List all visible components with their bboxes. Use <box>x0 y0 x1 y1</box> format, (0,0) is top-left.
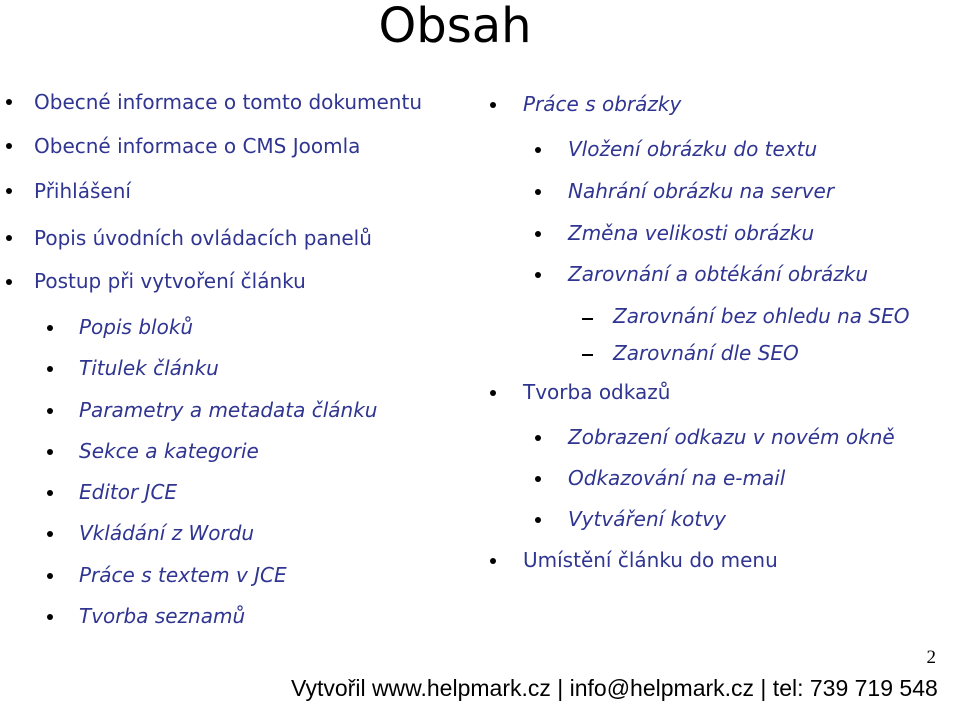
toc-subsubitem[interactable]: Zarovnání bez ohledu na SEO <box>613 304 910 328</box>
bullet-icon <box>6 188 12 194</box>
bullet-icon <box>6 279 12 285</box>
bullet-icon <box>490 102 496 108</box>
bullet-icon <box>47 408 53 414</box>
toc-item[interactable]: Postup při vytvoření článku <box>34 269 306 293</box>
bullet-icon <box>47 325 53 331</box>
dash-icon <box>582 318 593 320</box>
bullet-icon <box>535 272 541 278</box>
bullet-icon <box>47 449 53 455</box>
bullet-icon <box>47 490 53 496</box>
bullet-icon <box>535 147 541 153</box>
bullet-icon <box>535 517 541 523</box>
toc-subitem[interactable]: Vložení obrázku do textu <box>568 137 818 161</box>
page-title: Obsah <box>378 0 532 54</box>
toc-item[interactable]: Obecné informace o CMS Joomla <box>34 134 361 158</box>
page-number: 2 <box>926 647 936 668</box>
bullet-icon <box>6 143 12 149</box>
bullet-icon <box>6 99 12 105</box>
toc-subitem[interactable]: Odkazování na e-mail <box>568 466 786 490</box>
bullet-icon <box>47 366 53 372</box>
toc-subitem[interactable]: Popis bloků <box>79 315 194 339</box>
toc-subsubitem[interactable]: Zarovnání dle SEO <box>613 341 799 365</box>
toc-subitem[interactable]: Nahrání obrázku na server <box>568 179 835 203</box>
footer-contact: Vytvořil www.helpmark.cz | info@helpmark.cz | tel: 739 719 548 <box>291 675 938 701</box>
toc-item[interactable]: Popis úvodních ovládacích panelů <box>34 226 372 250</box>
toc-item[interactable]: Přihlášení <box>34 179 131 203</box>
bullet-icon <box>535 189 541 195</box>
bullet-icon <box>6 235 12 241</box>
toc-subitem[interactable]: Práce s textem v JCE <box>79 563 287 587</box>
toc-item[interactable]: Tvorba odkazů <box>523 380 671 404</box>
toc-subitem[interactable]: Tvorba seznamů <box>79 604 246 628</box>
bullet-icon <box>535 231 541 237</box>
toc-subitem[interactable]: Zarovnání a obtékání obrázku <box>568 262 869 286</box>
bullet-icon <box>490 558 496 564</box>
toc-subitem[interactable]: Parametry a metadata článku <box>79 398 378 422</box>
toc-subitem[interactable]: Titulek článku <box>79 356 219 380</box>
toc-item[interactable]: Umístění článku do menu <box>523 548 778 572</box>
toc-subitem[interactable]: Změna velikosti obrázku <box>568 221 815 245</box>
bullet-icon <box>47 531 53 537</box>
toc-item[interactable]: Práce s obrázky <box>523 92 682 116</box>
bullet-icon <box>535 476 541 482</box>
toc-subitem[interactable]: Vkládání z Wordu <box>79 521 255 545</box>
bullet-icon <box>490 390 496 396</box>
toc-subitem[interactable]: Editor JCE <box>79 480 178 504</box>
toc-subitem[interactable]: Sekce a kategorie <box>79 439 259 463</box>
bullet-icon <box>535 435 541 441</box>
toc-subitem[interactable]: Vytváření kotvy <box>568 507 726 531</box>
bullet-icon <box>47 573 53 579</box>
toc-item[interactable]: Obecné informace o tomto dokumentu <box>34 90 422 114</box>
toc-subitem[interactable]: Zobrazení odkazu v novém okně <box>568 425 895 449</box>
dash-icon <box>582 354 593 356</box>
bullet-icon <box>47 614 53 620</box>
